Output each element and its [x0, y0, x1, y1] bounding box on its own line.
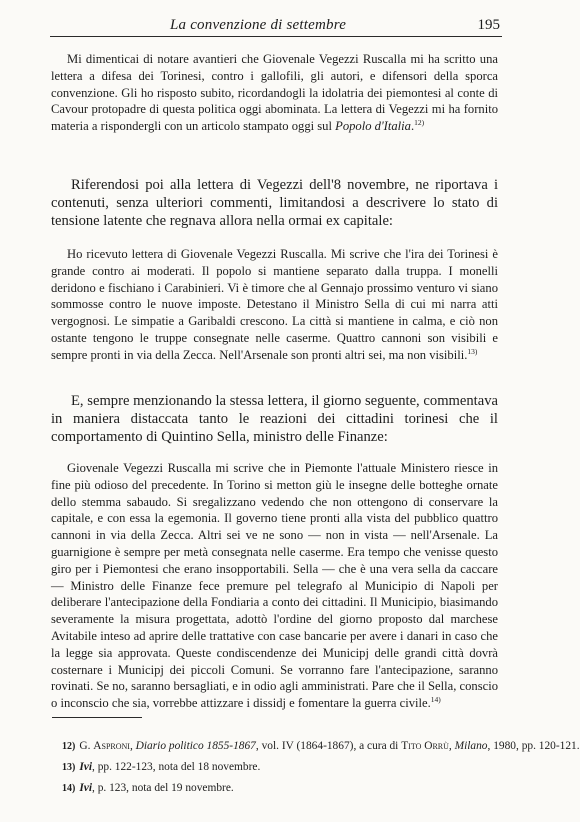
footnote-author: Asproni [93, 740, 130, 752]
footnote-title: , Diario politico 1855-1867 [129, 740, 256, 752]
quoted-diary-entry [51, 460, 498, 712]
footnote-ref: 12) [414, 118, 425, 128]
footnote-editor-first: Tito [401, 740, 422, 752]
prose-paragraph: Riferendosi poi alla lettera di Vegezzi dell'8 novembre, ne riportava i contenuti, senza ulteriori commenti, limitandosi a descrivere lo stato di tensione latente che regnava allora nella ormai ex capitale: [51, 177, 498, 230]
footnote-divider [52, 717, 142, 718]
footnote [62, 757, 502, 778]
footnote-text: , vol. IV (1864-1867), a cura di [255, 740, 402, 752]
quoted-diary-entry [51, 246, 498, 364]
footnote-ivi: Ivi [79, 782, 92, 794]
prose-paragraph: E, sempre menzionando la stessa lettera, il giorno seguente, commentava in maniera distaccata tanto le reazioni dei cittadini torinesi che il comportamento di Quintino Sella, ministro delle Finanze: [51, 393, 498, 446]
footnote [62, 778, 502, 799]
footnote [62, 736, 580, 757]
footnote-ref: 13) [467, 346, 478, 356]
footnote-text: G. [79, 740, 94, 752]
running-title: La convenzione di settembre [170, 17, 347, 33]
footnote-ref: 14) [430, 695, 441, 705]
footnote-ivi: Ivi [79, 761, 92, 773]
footnotes [62, 736, 580, 799]
page-number: 195 [477, 17, 500, 33]
footnote-text: , pp. 122-123, nota del 18 novembre. [92, 761, 261, 773]
page-header [50, 14, 502, 37]
paragraph-text: Ho ricevuto lettera di Giovenale Vegezzi Ruscalla. Mi scrive che l'ira dei Torinesi è grande contro ai moderati. Il popolo si mantiene separato dalla truppa. I monelli deridono e fischiano i Carabinieri. Vi è timore che al Gennajo prossimo venturo vi siano sommosse contro le nuove imposte. Detestano il Ministro Sella di cui mi narra atti vergognosi. Le simpatie a Garibaldi crescono. La città si mantiene in calma, e ciò non ostante tengono le truppe consegnate nelle caserme. Quattro cannoni son visibili e sempre pronti in via della Zecca. Nell'Arsenale son pronti altri sei, ma non visibili. [51, 247, 498, 362]
footnote-number: 14) [62, 783, 76, 794]
footnote-place: , Milano [448, 740, 488, 752]
newspaper-title: Popolo d'Italia [335, 119, 411, 134]
paragraph-text: Giovenale Vegezzi Ruscalla mi scrive che in Piemonte l'attuale Ministero riesce in fine più odioso del precedente. In Torino si metton giù le insegne delle botteghe ornate dello stemma sabaudo. Si sregalizzano vedendo che non ottengono di conservare la capitale, e con essa la egemonia. Il governo tiene pronti alla vista del pubblico quattro cannoni in via della Zecca. Altri sei ve ne sono — non in vista — nell'Arsenale. La guarnigione è sempre per metà consegnata nelle caserme. Era tempo che venisse questo giro per i Piemontesi che erano insopportabili. Sella — che è una vera sella da caccare — Ministro delle Finanze fece premure pel telegrafo al Municipio di Napoli per deliberare l'antecipazione della Fondiaria a conto dei cittadini. Il Municipio, biasimando severamente la misura progettata, adottò l'ordine del giorno proposto dal marchese Avitabile inteso ad aprire delle trattative con case bancarie per avere i danari in caso che la legge sia approvata. Queste condiscendenze dei Municipj delle grandi città dovrà costernare i Municipj dei piccoli Comuni. Se vorranno fare l'antecipazione, saranno rovinati. Se no, saranno bersagliati, e in odio agli amministrati. Pare che il Sella, conscio o inconscio che sia, vorrebbe attizzare i dissidj e fomentare la guerra civile. [51, 461, 498, 711]
footnote-number: 12) [62, 741, 76, 752]
footnote-number: 13) [62, 762, 76, 773]
quoted-diary-entry [51, 51, 498, 135]
footnote-text: , p. 123, nota del 19 novembre. [92, 782, 234, 794]
footnote-text: , 1980, pp. 120-121. [487, 740, 580, 752]
paragraph-tail: . [410, 119, 415, 134]
paragraph-text: Mi dimenticai di notare avantieri che Giovenale Vegezzi Ruscalla mi ha scritto una lettera a difesa dei Torinesi, contro i gallofili, gli autori, e difensori della sporca convenzione. Gli ho risposto subito, ricordandogli la idolatria dei piemontesi al conte di Cavour protopadre di questa politica oggi abominata. La lettera di Vegezzi mi ha fornito materia a rispondergli con un articolo stampato oggi sul [51, 52, 498, 134]
footnote-editor-last: Orrù [424, 740, 449, 752]
